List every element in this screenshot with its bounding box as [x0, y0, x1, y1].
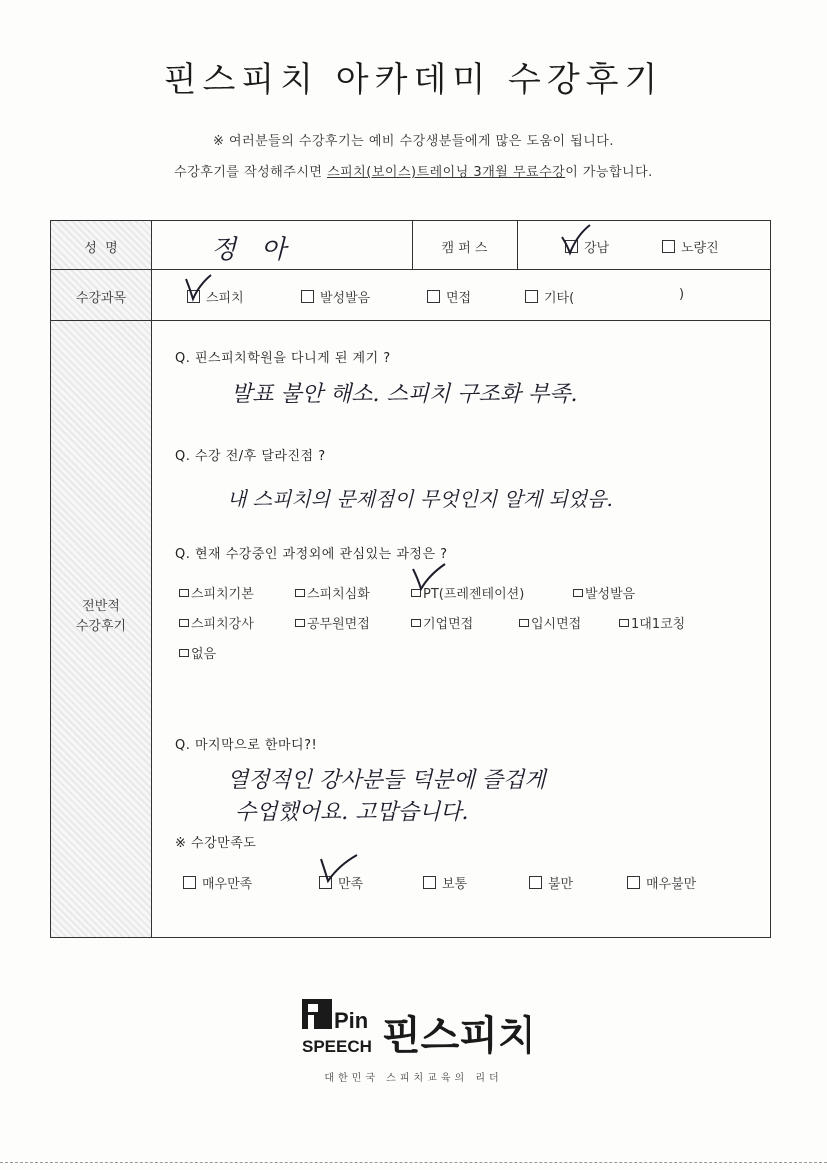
- interest-option[interactable]: [179, 613, 254, 632]
- interest-option[interactable]: [179, 583, 254, 602]
- interest-option[interactable]: [295, 583, 370, 602]
- campus-option-label: 강남: [584, 241, 610, 256]
- logo-mark-icon: [300, 997, 530, 1059]
- checkbox[interactable]: [427, 290, 440, 303]
- interest-option[interactable]: [519, 613, 581, 632]
- checkbox[interactable]: [519, 619, 529, 627]
- checkbox[interactable]: [529, 876, 542, 889]
- course-option-interview[interactable]: [427, 287, 471, 306]
- satisfaction-option-label: 보통: [442, 877, 468, 892]
- interest-option[interactable]: [619, 613, 685, 632]
- row-divider: [51, 269, 770, 270]
- interest-option-label: 스피치강사: [191, 617, 254, 632]
- checkmark-icon: [183, 273, 215, 303]
- checkmark-icon: [317, 851, 361, 885]
- interest-option-label: PT(프레젠테이션): [423, 587, 525, 602]
- interest-option[interactable]: [411, 613, 473, 632]
- interest-option-label: 입시면접: [531, 617, 582, 632]
- checkbox[interactable]: [295, 589, 305, 597]
- checkbox[interactable]: [411, 619, 421, 627]
- checkbox[interactable]: [619, 619, 629, 627]
- review-label-line1: 전반적: [82, 599, 120, 614]
- checkbox[interactable]: [662, 240, 675, 253]
- checkbox[interactable]: [301, 290, 314, 303]
- checkbox[interactable]: [179, 649, 189, 657]
- notice-free-offer: 스피치(보이스)트레이닝 3개월 무료수강: [327, 165, 566, 180]
- interest-option[interactable]: [179, 643, 216, 662]
- interest-option-label: 기업면접: [423, 617, 474, 632]
- review-form: [50, 220, 771, 938]
- satisfaction-option[interactable]: [529, 873, 573, 892]
- checkbox[interactable]: [573, 589, 583, 597]
- answer-2[interactable]: 내 스피치의 문제점이 무엇인지 알게 되었음.: [227, 487, 613, 511]
- logo-mark-bottom: SPEECH: [302, 1037, 372, 1056]
- logo-mark-top: Pin: [334, 1008, 369, 1033]
- review-label: [51, 597, 151, 637]
- pin-speech-logo: [300, 997, 530, 1063]
- column-divider: [517, 221, 518, 269]
- notice-line-1: ※ 여러분들의 수강후기는 예비 수강생분들에게 많은 도움이 됩니다.: [212, 134, 615, 149]
- satisfaction-option-label: 매우불만: [646, 877, 697, 892]
- satisfaction-option[interactable]: [183, 873, 252, 892]
- campus-label: 캠 퍼 스: [441, 241, 488, 256]
- interest-option-label: 없음: [191, 647, 217, 662]
- checkbox[interactable]: [295, 619, 305, 627]
- answer-4-line2[interactable]: 수업했어요. 고맙습니다.: [235, 800, 469, 825]
- satisfaction-option-label: 매우만족: [202, 877, 253, 892]
- checkbox[interactable]: [179, 619, 189, 627]
- satisfaction-option[interactable]: [627, 873, 696, 892]
- checkbox[interactable]: [525, 290, 538, 303]
- interest-option-label: 스피치기본: [191, 587, 254, 602]
- interest-option-label: 발성발음: [585, 587, 636, 602]
- notice-line-2: [0, 161, 827, 180]
- interest-option[interactable]: [295, 613, 370, 632]
- satisfaction-option-label: 만족: [338, 877, 364, 892]
- checkbox[interactable]: [423, 876, 436, 889]
- checkmark-icon: [559, 223, 593, 257]
- checkmark-icon: [409, 561, 449, 593]
- question-2: Q. 수강 전/후 달라진점 ?: [175, 449, 326, 464]
- answer-1[interactable]: 발표 불안 해소. 스피치 구조화 부족.: [231, 382, 578, 407]
- label-column-shade: [51, 221, 151, 937]
- satisfaction-title: ※ 수강만족도: [175, 836, 257, 851]
- notice-line-2-suffix: 이 가능합니다.: [565, 165, 653, 180]
- interest-option-label: 공무원면접: [307, 617, 370, 632]
- course-option-label: 발성발음: [320, 291, 371, 306]
- course-option-label: 스피치: [206, 291, 244, 306]
- question-1: Q. 핀스피치학원을 다니게 된 계기 ?: [175, 351, 391, 366]
- course-option-label: 기타(: [544, 291, 575, 306]
- course-label: 수강과목: [75, 291, 127, 306]
- campus-option-label: 노량진: [681, 241, 719, 256]
- checkbox[interactable]: [179, 589, 189, 597]
- tagline: 대한민국 스피치교육의 리더: [324, 1073, 503, 1084]
- course-option-vocal[interactable]: [301, 287, 370, 306]
- page-title: 핀스피치 아카데미 수강후기: [163, 60, 664, 100]
- interest-option-label: 1대1코칭: [631, 617, 686, 632]
- satisfaction-option-label: 불만: [548, 877, 574, 892]
- course-other-close: ): [679, 287, 685, 302]
- name-value[interactable]: 정 아: [211, 235, 287, 265]
- column-divider: [151, 221, 152, 937]
- course-option-label: 면접: [446, 291, 472, 306]
- notice-line-2-prefix: 수강후기를 작성해주시면: [174, 165, 328, 180]
- question-4: Q. 마지막으로 한마디?!: [175, 738, 318, 753]
- answer-4-line1[interactable]: 열정적인 강사분들 덕분에 즐겁게: [227, 768, 546, 793]
- page-edge-line: [0, 1162, 827, 1163]
- interest-option-label: 스피치심화: [307, 587, 370, 602]
- checkbox[interactable]: [183, 876, 196, 889]
- question-3: Q. 현재 수강중인 과정외에 관심있는 과정은 ?: [175, 547, 448, 562]
- logo-text: 핀스피치: [382, 1013, 530, 1059]
- campus-option-noryangjin[interactable]: [662, 237, 719, 256]
- name-label: 성 명: [84, 241, 118, 256]
- row-divider: [51, 320, 770, 321]
- course-option-other[interactable]: [525, 287, 574, 306]
- interest-option[interactable]: [573, 583, 635, 602]
- review-label-line2: 수강후기: [75, 619, 127, 634]
- satisfaction-option[interactable]: [423, 873, 467, 892]
- checkbox[interactable]: [627, 876, 640, 889]
